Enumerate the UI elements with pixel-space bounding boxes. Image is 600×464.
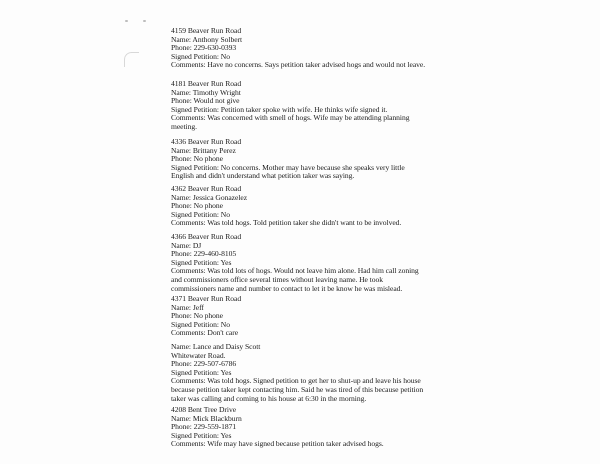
entry-comments: Comments: Don't care	[171, 328, 239, 338]
entry-comments: Comments: Was told hogs. Told petition taker she didn't want to be involved.	[171, 218, 402, 228]
entry-phone: Phone: 229-507-6786	[171, 359, 237, 369]
entry-phone: Phone: No phone	[171, 311, 223, 321]
entry-signed-petition: Signed Petition: Yes	[171, 367, 232, 377]
entry-4371-beaver-run	[171, 295, 241, 338]
scan-speck	[143, 20, 146, 22]
entry-name: Name: Anthony Solbert	[171, 34, 243, 44]
entry-signed-petition: Signed Petition: No	[171, 319, 230, 329]
entry-name: Name: Jeff	[171, 302, 204, 312]
entry-name: Name: DJ	[171, 240, 202, 250]
entry-phone: Phone: No phone	[171, 201, 223, 211]
entry-signed-petition: Signed Petition: Petition taker spoke with wife. He thinks wife signed it.	[171, 104, 388, 114]
entry-comments: Comments: Was concerned with smell of hogs. Wife may be attending planning meeting.	[171, 113, 410, 131]
entry-name: Name: Lance and Daisy Scott	[171, 342, 261, 351]
entry-comments: Comments: Was told hogs. Signed petition to get her to shut-up and leave his house because petition taker kept contacting him. Said he was tired of this because petition taker was calling and coming to his house at 6:30 in the morning.	[171, 376, 424, 403]
entry-address: 4159 Beaver Run Road	[171, 26, 242, 35]
entry-name: Name: Mick Blackburn	[171, 413, 242, 423]
entry-signed-petition: Signed Petition: No concerns. Mother may have because she speaks very little English and didn't understand what petition taker was saying.	[171, 162, 405, 181]
entry-name: Name: Brittany Perez	[171, 145, 236, 155]
entry-address: 4371 Beaver Run Road	[171, 294, 242, 303]
entry-comments: Comments: Was told lots of hogs. Would not leave him alone. Had him call zoning and commissioners office several times without leaving name. He took commissioners name and number to contact to let it be know he was mislead.	[171, 266, 419, 293]
entry-phone: Phone: 229-460-8105	[171, 249, 237, 259]
entry-signed-petition: Signed Petition: No	[171, 51, 230, 61]
entry-signed-petition: Signed Petition: No	[171, 209, 230, 219]
entry-4159-beaver-run	[171, 27, 425, 70]
entry-comments: Comments: Have no concerns. Says petition taker advised hogs and would not leave.	[171, 60, 426, 70]
entry-phone: Phone: No phone	[171, 154, 223, 164]
entry-address: 4362 Beaver Run Road	[171, 184, 242, 193]
entry-signed-petition: Signed Petition: Yes	[171, 430, 232, 440]
entry-address: Whitewater Road.	[171, 350, 226, 360]
punch-hole-mark	[124, 52, 139, 67]
entry-phone: Phone: 229-559-1871	[171, 422, 237, 432]
entry-4366-beaver-run	[171, 233, 426, 293]
entry-name: Name: Timothy Wright	[171, 87, 241, 97]
entry-whitewater-road	[171, 343, 426, 403]
entry-4208-bent-tree	[171, 406, 384, 449]
entry-phone: Phone: Would not give	[171, 96, 240, 106]
entry-comments: Comments: Wife may have signed because petition taker advised hogs.	[171, 439, 384, 449]
scan-speck	[125, 20, 128, 22]
entry-phone: Phone: 229-630-0393	[171, 43, 237, 53]
entry-4181-beaver-run	[171, 80, 426, 132]
entry-address: 4208 Bent Tree Drive	[171, 405, 237, 414]
entry-name: Name: Jessica Gonazelez	[171, 192, 248, 202]
entry-address: 4366 Beaver Run Road	[171, 232, 242, 241]
entry-address: 4181 Beaver Run Road	[171, 79, 242, 88]
entry-signed-petition: Signed Petition: Yes	[171, 257, 232, 267]
entry-4336-beaver-run	[171, 138, 426, 181]
entry-address: 4336 Beaver Run Road	[171, 137, 242, 146]
entry-4362-beaver-run	[171, 185, 401, 228]
